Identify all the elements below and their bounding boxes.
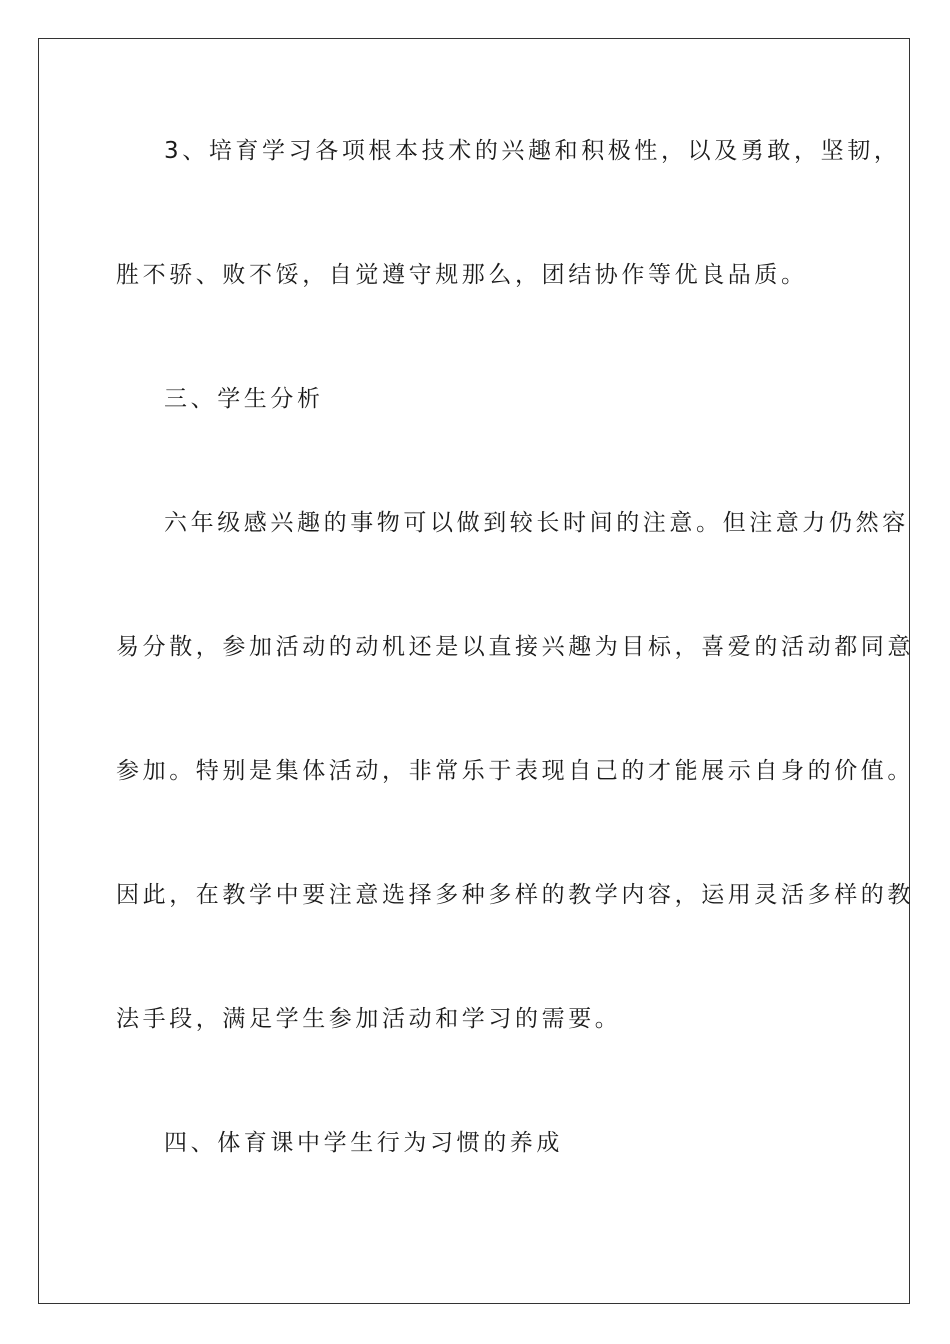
section-heading-behavior-habits: 四、体育课中学生行为习惯的养成 xyxy=(164,1130,563,1156)
paragraph-line-2: 胜不骄、败不馁，自觉遵守规那么，团结协作等优良品质。 xyxy=(116,262,808,288)
section-heading-student-analysis: 三、学生分析 xyxy=(164,386,324,412)
paragraph-line-5: 参加。特别是集体活动，非常乐于表现自己的才能展示自身的价值。 xyxy=(116,758,914,784)
paragraph-line-6: 因此，在教学中要注意选择多种多样的教学内容，运用灵活多样的教 xyxy=(116,882,914,908)
paragraph-line-3: 六年级感兴趣的事物可以做到较长时间的注意。但注意力仍然容 xyxy=(164,510,909,536)
page-border xyxy=(38,38,910,1304)
paragraph-line-4: 易分散，参加活动的动机还是以直接兴趣为目标，喜爱的活动都同意 xyxy=(116,634,914,660)
paragraph-line-7: 法手段，满足学生参加活动和学习的需要。 xyxy=(116,1006,622,1032)
paragraph-line-1: 3、培育学习各项根本技术的兴趣和积极性，以及勇敢，坚韧， xyxy=(164,138,901,164)
